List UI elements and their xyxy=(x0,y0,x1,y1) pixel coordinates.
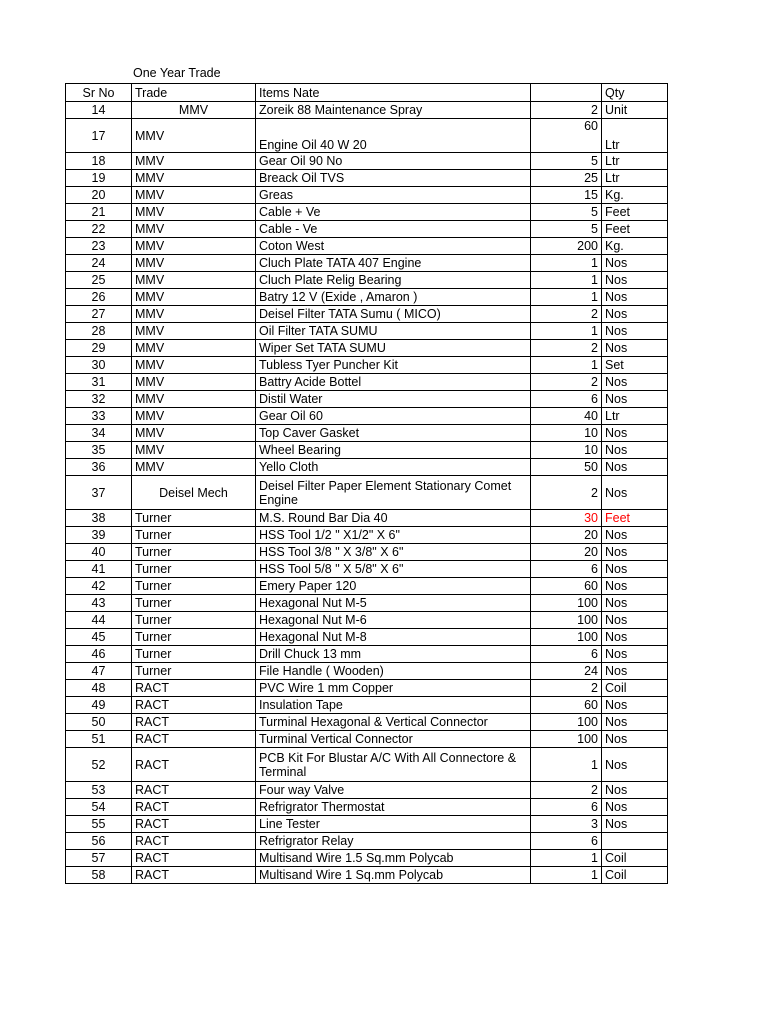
cell-sr-no: 37 xyxy=(66,476,132,510)
cell-trade: Turner xyxy=(132,595,256,612)
cell-item-name: Turminal Hexagonal & Vertical Connector xyxy=(256,714,531,731)
table-row xyxy=(66,306,668,323)
cell-trade: RACT xyxy=(132,782,256,799)
cell-quantity-value: 100 xyxy=(531,714,602,731)
table-row xyxy=(66,612,668,629)
cell-sr-no: 52 xyxy=(66,748,132,782)
table-row xyxy=(66,102,668,119)
cell-item-name: Cluch Plate Relig Bearing xyxy=(256,272,531,289)
cell-item-name: Batry 12 V (Exide , Amaron ) xyxy=(256,289,531,306)
cell-sr-no: 25 xyxy=(66,272,132,289)
cell-quantity-value: 1 xyxy=(531,323,602,340)
cell-trade: MMV xyxy=(132,391,256,408)
cell-trade: MMV xyxy=(132,204,256,221)
cell-quantity-unit: Nos xyxy=(602,731,668,748)
cell-sr-no: 39 xyxy=(66,527,132,544)
cell-trade: Turner xyxy=(132,629,256,646)
cell-trade: Turner xyxy=(132,663,256,680)
cell-quantity-value: 2 xyxy=(531,306,602,323)
cell-quantity-unit: Nos xyxy=(602,612,668,629)
cell-quantity-value: 2 xyxy=(531,680,602,697)
cell-item-name: Cable + Ve xyxy=(256,204,531,221)
cell-quantity-unit: Nos xyxy=(602,561,668,578)
cell-quantity-unit: Unit xyxy=(602,102,668,119)
cell-trade: MMV xyxy=(132,425,256,442)
table-row xyxy=(66,221,668,238)
cell-trade: RACT xyxy=(132,850,256,867)
cell-quantity-unit: Feet xyxy=(602,204,668,221)
cell-sr-no: 30 xyxy=(66,357,132,374)
cell-quantity-unit: Nos xyxy=(602,663,668,680)
table-row xyxy=(66,799,668,816)
cell-quantity-value: 50 xyxy=(531,459,602,476)
cell-quantity-unit: Feet xyxy=(602,510,668,527)
cell-item-name: Oil Filter TATA SUMU xyxy=(256,323,531,340)
cell-sr-no: 24 xyxy=(66,255,132,272)
cell-item-name: Greas xyxy=(256,187,531,204)
table-row xyxy=(66,561,668,578)
cell-trade: MMV xyxy=(132,187,256,204)
cell-sr-no: 34 xyxy=(66,425,132,442)
cell-trade: MMV xyxy=(132,340,256,357)
cell-item-name: Four way Valve xyxy=(256,782,531,799)
cell-quantity-value: 15 xyxy=(531,187,602,204)
cell-quantity-unit: Nos xyxy=(602,272,668,289)
cell-quantity-value: 24 xyxy=(531,663,602,680)
table-row xyxy=(66,697,668,714)
cell-item-name: Yello Cloth xyxy=(256,459,531,476)
cell-item-name: Distil Water xyxy=(256,391,531,408)
cell-item-name: Hexagonal Nut M-5 xyxy=(256,595,531,612)
cell-item-name: Hexagonal Nut M-8 xyxy=(256,629,531,646)
header-trade: Trade xyxy=(132,84,256,102)
table-row xyxy=(66,629,668,646)
cell-item-name: Hexagonal Nut M-6 xyxy=(256,612,531,629)
cell-quantity-value: 25 xyxy=(531,170,602,187)
cell-quantity-unit: Feet xyxy=(602,221,668,238)
table-row xyxy=(66,391,668,408)
cell-quantity-unit: Ltr xyxy=(602,170,668,187)
cell-quantity-value: 2 xyxy=(531,374,602,391)
cell-sr-no: 46 xyxy=(66,646,132,663)
cell-item-name: Line Tester xyxy=(256,816,531,833)
cell-quantity-unit: Kg. xyxy=(602,238,668,255)
table-row xyxy=(66,850,668,867)
cell-quantity-unit: Nos xyxy=(602,748,668,782)
cell-trade: MMV xyxy=(132,272,256,289)
cell-sr-no: 48 xyxy=(66,680,132,697)
table-row xyxy=(66,255,668,272)
cell-quantity-value: 30 xyxy=(531,510,602,527)
table-row xyxy=(66,425,668,442)
header-quantity-value xyxy=(531,84,602,102)
cell-sr-no: 21 xyxy=(66,204,132,221)
table-row xyxy=(66,340,668,357)
cell-trade: RACT xyxy=(132,833,256,850)
cell-item-name: Multisand Wire 1 Sq.mm Polycab xyxy=(256,867,531,884)
cell-sr-no: 57 xyxy=(66,850,132,867)
table-row xyxy=(66,544,668,561)
cell-item-name: File Handle ( Wooden) xyxy=(256,663,531,680)
cell-quantity-unit: Nos xyxy=(602,782,668,799)
cell-sr-no: 58 xyxy=(66,867,132,884)
cell-quantity-unit: Nos xyxy=(602,714,668,731)
cell-quantity-value: 20 xyxy=(531,544,602,561)
table-row xyxy=(66,187,668,204)
header-sr-no: Sr No xyxy=(66,84,132,102)
cell-sr-no: 33 xyxy=(66,408,132,425)
table-row xyxy=(66,357,668,374)
cell-quantity-value: 1 xyxy=(531,289,602,306)
header-row xyxy=(66,84,668,102)
cell-sr-no: 41 xyxy=(66,561,132,578)
cell-trade: Deisel Mech xyxy=(132,476,256,510)
cell-quantity-value: 6 xyxy=(531,833,602,850)
cell-trade: RACT xyxy=(132,748,256,782)
cell-item-name: Insulation Tape xyxy=(256,697,531,714)
cell-quantity-value: 5 xyxy=(531,153,602,170)
cell-quantity-value: 100 xyxy=(531,731,602,748)
table-row xyxy=(66,272,668,289)
cell-quantity-value: 1 xyxy=(531,867,602,884)
cell-item-name: Engine Oil 40 W 20 xyxy=(256,119,531,153)
cell-item-name: Refrigrator Relay xyxy=(256,833,531,850)
cell-quantity-unit: Ltr xyxy=(602,408,668,425)
cell-item-name: Multisand Wire 1.5 Sq.mm Polycab xyxy=(256,850,531,867)
cell-sr-no: 28 xyxy=(66,323,132,340)
cell-sr-no: 51 xyxy=(66,731,132,748)
cell-item-name: HSS Tool 3/8 " X 3/8" X 6" xyxy=(256,544,531,561)
cell-quantity-unit: Nos xyxy=(602,425,668,442)
cell-quantity-unit: Nos xyxy=(602,289,668,306)
cell-item-name: Wiper Set TATA SUMU xyxy=(256,340,531,357)
cell-quantity-unit: Set xyxy=(602,357,668,374)
cell-quantity-value: 2 xyxy=(531,102,602,119)
cell-trade: MMV xyxy=(132,153,256,170)
cell-trade: MMV xyxy=(132,255,256,272)
cell-quantity-unit: Nos xyxy=(602,697,668,714)
cell-quantity-value: 20 xyxy=(531,527,602,544)
table-row xyxy=(66,459,668,476)
cell-trade: Turner xyxy=(132,510,256,527)
cell-item-name: Cluch Plate TATA 407 Engine xyxy=(256,255,531,272)
cell-item-name: Zoreik 88 Maintenance Spray xyxy=(256,102,531,119)
cell-item-name: Deisel Filter TATA Sumu ( MICO) xyxy=(256,306,531,323)
items-table xyxy=(65,83,668,884)
cell-sr-no: 56 xyxy=(66,833,132,850)
cell-trade: Turner xyxy=(132,527,256,544)
cell-trade: Turner xyxy=(132,544,256,561)
cell-item-name: Gear Oil 60 xyxy=(256,408,531,425)
cell-item-name: HSS Tool 1/2 " X1/2" X 6" xyxy=(256,527,531,544)
cell-trade: MMV xyxy=(132,408,256,425)
cell-sr-no: 53 xyxy=(66,782,132,799)
table-row xyxy=(66,731,668,748)
cell-quantity-unit: Coil xyxy=(602,867,668,884)
table-row xyxy=(66,119,668,153)
cell-quantity-unit: Nos xyxy=(602,306,668,323)
cell-quantity-value: 60 xyxy=(531,697,602,714)
cell-quantity-unit: Nos xyxy=(602,544,668,561)
cell-quantity-unit: Nos xyxy=(602,391,668,408)
cell-quantity-unit: Nos xyxy=(602,323,668,340)
cell-quantity-unit: Nos xyxy=(602,629,668,646)
header-qty: Qty xyxy=(602,84,668,102)
cell-item-name: Wheel Bearing xyxy=(256,442,531,459)
cell-sr-no: 35 xyxy=(66,442,132,459)
cell-quantity-value: 60 xyxy=(531,578,602,595)
cell-trade: MMV xyxy=(132,357,256,374)
cell-item-name: Refrigrator Thermostat xyxy=(256,799,531,816)
table-row xyxy=(66,714,668,731)
cell-quantity-unit xyxy=(602,833,668,850)
cell-trade: MMV xyxy=(132,374,256,391)
table-row xyxy=(66,680,668,697)
cell-quantity-value: 1 xyxy=(531,850,602,867)
cell-sr-no: 29 xyxy=(66,340,132,357)
cell-item-name: Breack Oil TVS xyxy=(256,170,531,187)
cell-trade: MMV xyxy=(132,119,256,153)
cell-trade: RACT xyxy=(132,816,256,833)
cell-quantity-value: 6 xyxy=(531,391,602,408)
cell-quantity-value: 6 xyxy=(531,561,602,578)
cell-quantity-value: 2 xyxy=(531,340,602,357)
cell-sr-no: 14 xyxy=(66,102,132,119)
cell-item-name: PVC Wire 1 mm Copper xyxy=(256,680,531,697)
cell-quantity-value: 100 xyxy=(531,595,602,612)
cell-quantity-value: 2 xyxy=(531,476,602,510)
cell-trade: RACT xyxy=(132,697,256,714)
cell-sr-no: 20 xyxy=(66,187,132,204)
table-row xyxy=(66,323,668,340)
cell-item-name: Battry Acide Bottel xyxy=(256,374,531,391)
table-row xyxy=(66,408,668,425)
cell-quantity-value: 5 xyxy=(531,204,602,221)
cell-trade: RACT xyxy=(132,714,256,731)
cell-sr-no: 38 xyxy=(66,510,132,527)
cell-trade: RACT xyxy=(132,799,256,816)
cell-trade: Turner xyxy=(132,646,256,663)
cell-quantity-unit: Coil xyxy=(602,850,668,867)
cell-quantity-value: 100 xyxy=(531,629,602,646)
cell-quantity-value: 10 xyxy=(531,425,602,442)
cell-quantity-value: 1 xyxy=(531,255,602,272)
table-row xyxy=(66,527,668,544)
table-row xyxy=(66,374,668,391)
cell-quantity-unit: Nos xyxy=(602,816,668,833)
sheet-title: One Year Trade xyxy=(133,66,221,80)
cell-quantity-unit: Nos xyxy=(602,340,668,357)
cell-quantity-unit: Kg. xyxy=(602,187,668,204)
cell-quantity-unit: Coil xyxy=(602,680,668,697)
table-row xyxy=(66,170,668,187)
cell-quantity-value: 100 xyxy=(531,612,602,629)
table-row xyxy=(66,816,668,833)
cell-quantity-value: 6 xyxy=(531,799,602,816)
table-row xyxy=(66,595,668,612)
cell-item-name: HSS Tool 5/8 " X 5/8" X 6" xyxy=(256,561,531,578)
cell-trade: Turner xyxy=(132,561,256,578)
cell-quantity-unit: Nos xyxy=(602,374,668,391)
cell-quantity-unit: Nos xyxy=(602,578,668,595)
cell-sr-no: 55 xyxy=(66,816,132,833)
cell-sr-no: 22 xyxy=(66,221,132,238)
cell-quantity-value: 6 xyxy=(531,646,602,663)
cell-sr-no: 54 xyxy=(66,799,132,816)
cell-quantity-unit: Nos xyxy=(602,442,668,459)
cell-trade: MMV xyxy=(132,289,256,306)
cell-sr-no: 40 xyxy=(66,544,132,561)
table-row xyxy=(66,782,668,799)
cell-sr-no: 44 xyxy=(66,612,132,629)
table-row xyxy=(66,833,668,850)
table-row xyxy=(66,646,668,663)
table-row xyxy=(66,578,668,595)
cell-sr-no: 36 xyxy=(66,459,132,476)
table-row xyxy=(66,867,668,884)
cell-quantity-value: 3 xyxy=(531,816,602,833)
cell-quantity-value: 10 xyxy=(531,442,602,459)
cell-sr-no: 17 xyxy=(66,119,132,153)
table-body xyxy=(66,102,668,884)
cell-quantity-value: 200 xyxy=(531,238,602,255)
cell-quantity-unit: Ltr xyxy=(602,153,668,170)
cell-quantity-value: 60 xyxy=(531,119,602,153)
cell-quantity-value: 1 xyxy=(531,357,602,374)
cell-sr-no: 26 xyxy=(66,289,132,306)
cell-quantity-unit: Nos xyxy=(602,255,668,272)
cell-trade: RACT xyxy=(132,867,256,884)
cell-sr-no: 23 xyxy=(66,238,132,255)
table-row xyxy=(66,289,668,306)
cell-trade: MMV xyxy=(132,221,256,238)
cell-sr-no: 50 xyxy=(66,714,132,731)
cell-trade: MMV xyxy=(132,442,256,459)
cell-quantity-unit: Ltr xyxy=(602,119,668,153)
cell-sr-no: 43 xyxy=(66,595,132,612)
cell-item-name: Deisel Filter Paper Element Stationary Comet Engine xyxy=(256,476,531,510)
cell-quantity-unit: Nos xyxy=(602,476,668,510)
header-items: Items Nate xyxy=(256,84,531,102)
cell-sr-no: 45 xyxy=(66,629,132,646)
cell-item-name: Top Caver Gasket xyxy=(256,425,531,442)
cell-quantity-value: 1 xyxy=(531,272,602,289)
cell-quantity-unit: Nos xyxy=(602,799,668,816)
table-row xyxy=(66,153,668,170)
cell-item-name: Tubless Tyer Puncher Kit xyxy=(256,357,531,374)
cell-sr-no: 19 xyxy=(66,170,132,187)
cell-sr-no: 27 xyxy=(66,306,132,323)
cell-quantity-value: 1 xyxy=(531,748,602,782)
cell-item-name: PCB Kit For Blustar A/C With All Connectore & Terminal xyxy=(256,748,531,782)
cell-quantity-value: 40 xyxy=(531,408,602,425)
cell-quantity-value: 2 xyxy=(531,782,602,799)
cell-item-name: Emery Paper 120 xyxy=(256,578,531,595)
table-row xyxy=(66,238,668,255)
cell-quantity-unit: Nos xyxy=(602,595,668,612)
table-row xyxy=(66,663,668,680)
cell-trade: RACT xyxy=(132,680,256,697)
cell-sr-no: 49 xyxy=(66,697,132,714)
cell-item-name: Drill Chuck 13 mm xyxy=(256,646,531,663)
table-row xyxy=(66,442,668,459)
cell-sr-no: 18 xyxy=(66,153,132,170)
table-row xyxy=(66,510,668,527)
cell-item-name: Coton West xyxy=(256,238,531,255)
cell-item-name: Cable - Ve xyxy=(256,221,531,238)
cell-quantity-unit: Nos xyxy=(602,646,668,663)
cell-trade: MMV xyxy=(132,170,256,187)
cell-trade: MMV xyxy=(132,306,256,323)
cell-item-name: Turminal Vertical Connector xyxy=(256,731,531,748)
cell-sr-no: 32 xyxy=(66,391,132,408)
cell-trade: MMV xyxy=(132,238,256,255)
cell-trade: MMV xyxy=(132,102,256,119)
cell-quantity-value: 5 xyxy=(531,221,602,238)
cell-trade: Turner xyxy=(132,578,256,595)
cell-item-name: Gear Oil 90 No xyxy=(256,153,531,170)
table-row xyxy=(66,204,668,221)
cell-quantity-unit: Nos xyxy=(602,527,668,544)
cell-trade: RACT xyxy=(132,731,256,748)
cell-sr-no: 42 xyxy=(66,578,132,595)
cell-trade: MMV xyxy=(132,323,256,340)
cell-sr-no: 47 xyxy=(66,663,132,680)
cell-trade: MMV xyxy=(132,459,256,476)
table-row xyxy=(66,748,668,782)
cell-sr-no: 31 xyxy=(66,374,132,391)
cell-item-name: M.S. Round Bar Dia 40 xyxy=(256,510,531,527)
cell-quantity-unit: Nos xyxy=(602,459,668,476)
cell-trade: Turner xyxy=(132,612,256,629)
table-row xyxy=(66,476,668,510)
